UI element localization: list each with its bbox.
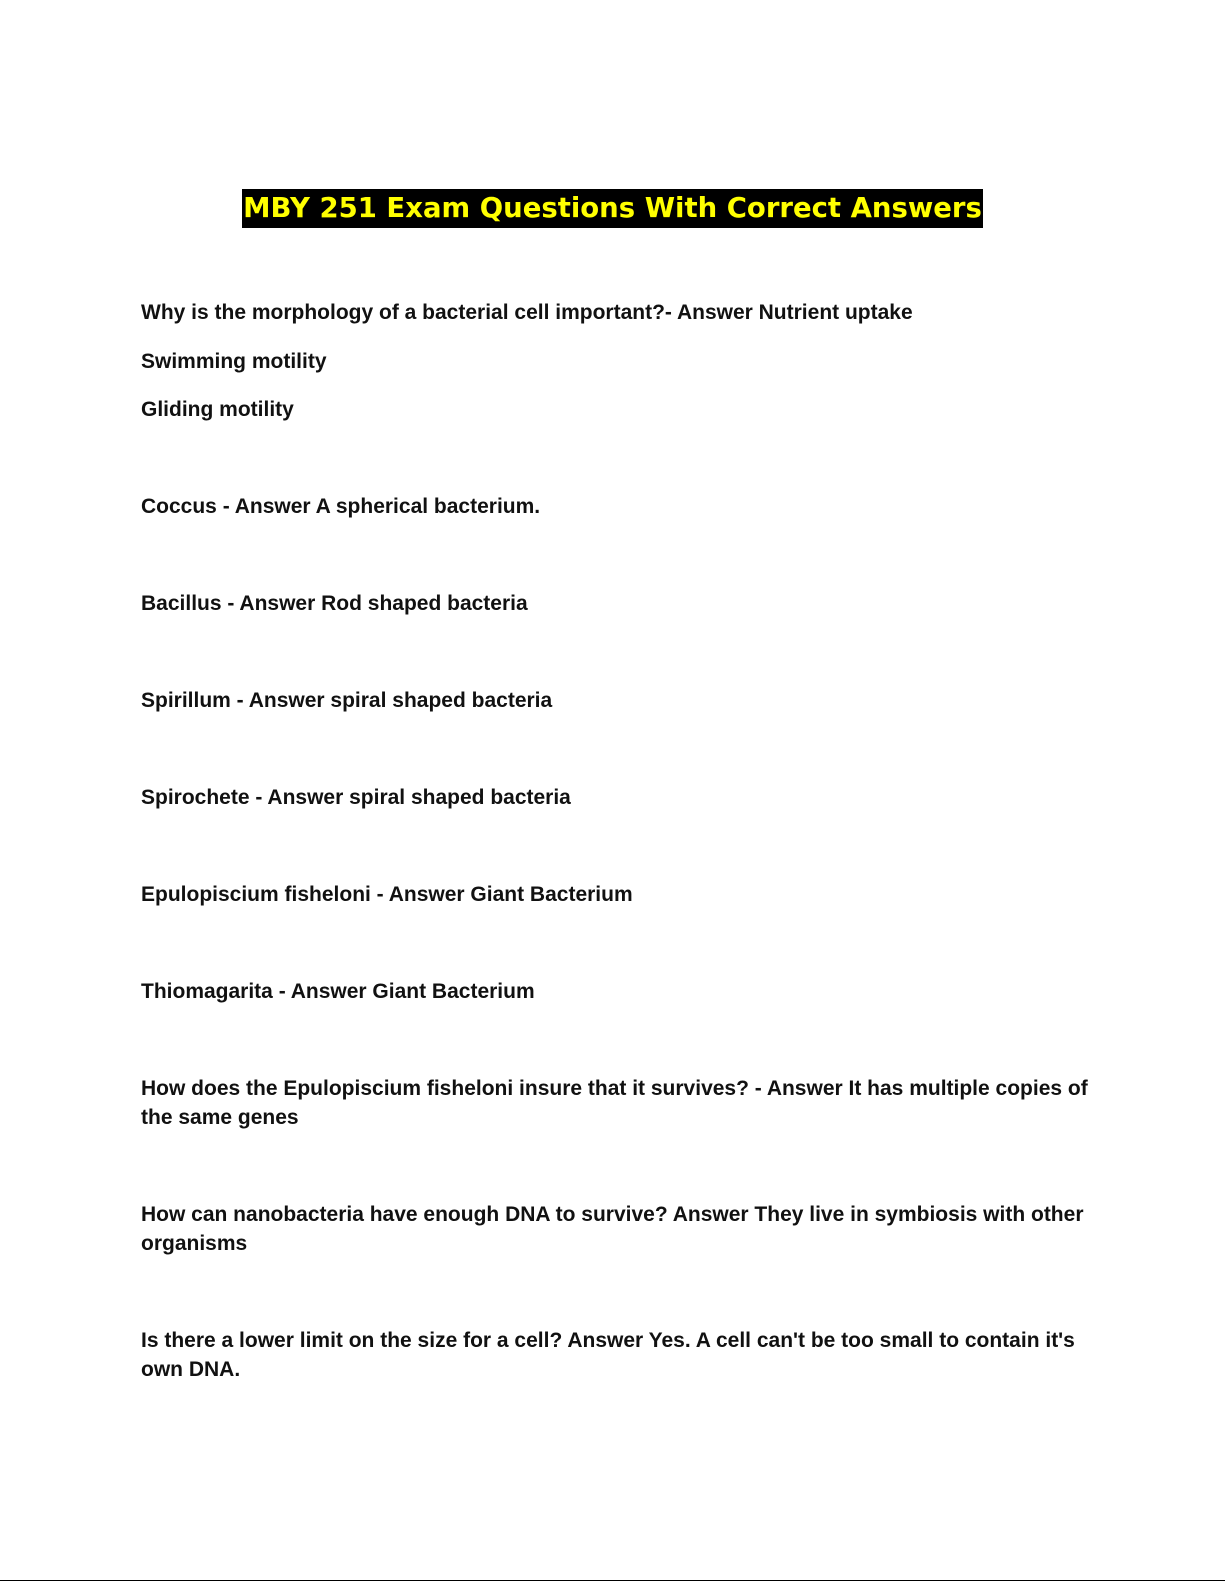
- paragraph: Why is the morphology of a bacterial cell important?- Answer Nutrient uptake: [141, 301, 913, 324]
- paragraph: Swimming motility: [141, 349, 327, 373]
- page-divider: [0, 1580, 1225, 1581]
- document-body: [141, 298, 1091, 1384]
- paragraph: Thiomagarita - Answer Giant Bacterium: [141, 980, 535, 1003]
- paragraph: Coccus - Answer A spherical bacterium.: [141, 495, 541, 518]
- title-container: [0, 189, 1225, 228]
- paragraph: Spirochete - Answer spiral shaped bacteria: [141, 786, 571, 809]
- paragraph: How does the Epulopiscium fisheloni insure that it survives? - Answer It has multiple copies of the same genes: [141, 1077, 1088, 1129]
- paragraph: How can nanobacteria have enough DNA to survive? Answer They live in symbiosis with other organisms: [141, 1203, 1084, 1255]
- paragraph: Gliding motility: [141, 398, 294, 421]
- document-title: MBY 251 Exam Questions With Correct Answers: [242, 189, 983, 228]
- paragraph: Is there a lower limit on the size for a cell? Answer Yes. A cell can't be too small to contain it's own DNA.: [141, 1329, 1075, 1381]
- paragraph: Spirillum - Answer spiral shaped bacteria: [141, 689, 553, 712]
- paragraph: Epulopiscium fisheloni - Answer Giant Bacterium: [141, 883, 633, 906]
- paragraph: Bacillus - Answer Rod shaped bacteria: [141, 592, 528, 615]
